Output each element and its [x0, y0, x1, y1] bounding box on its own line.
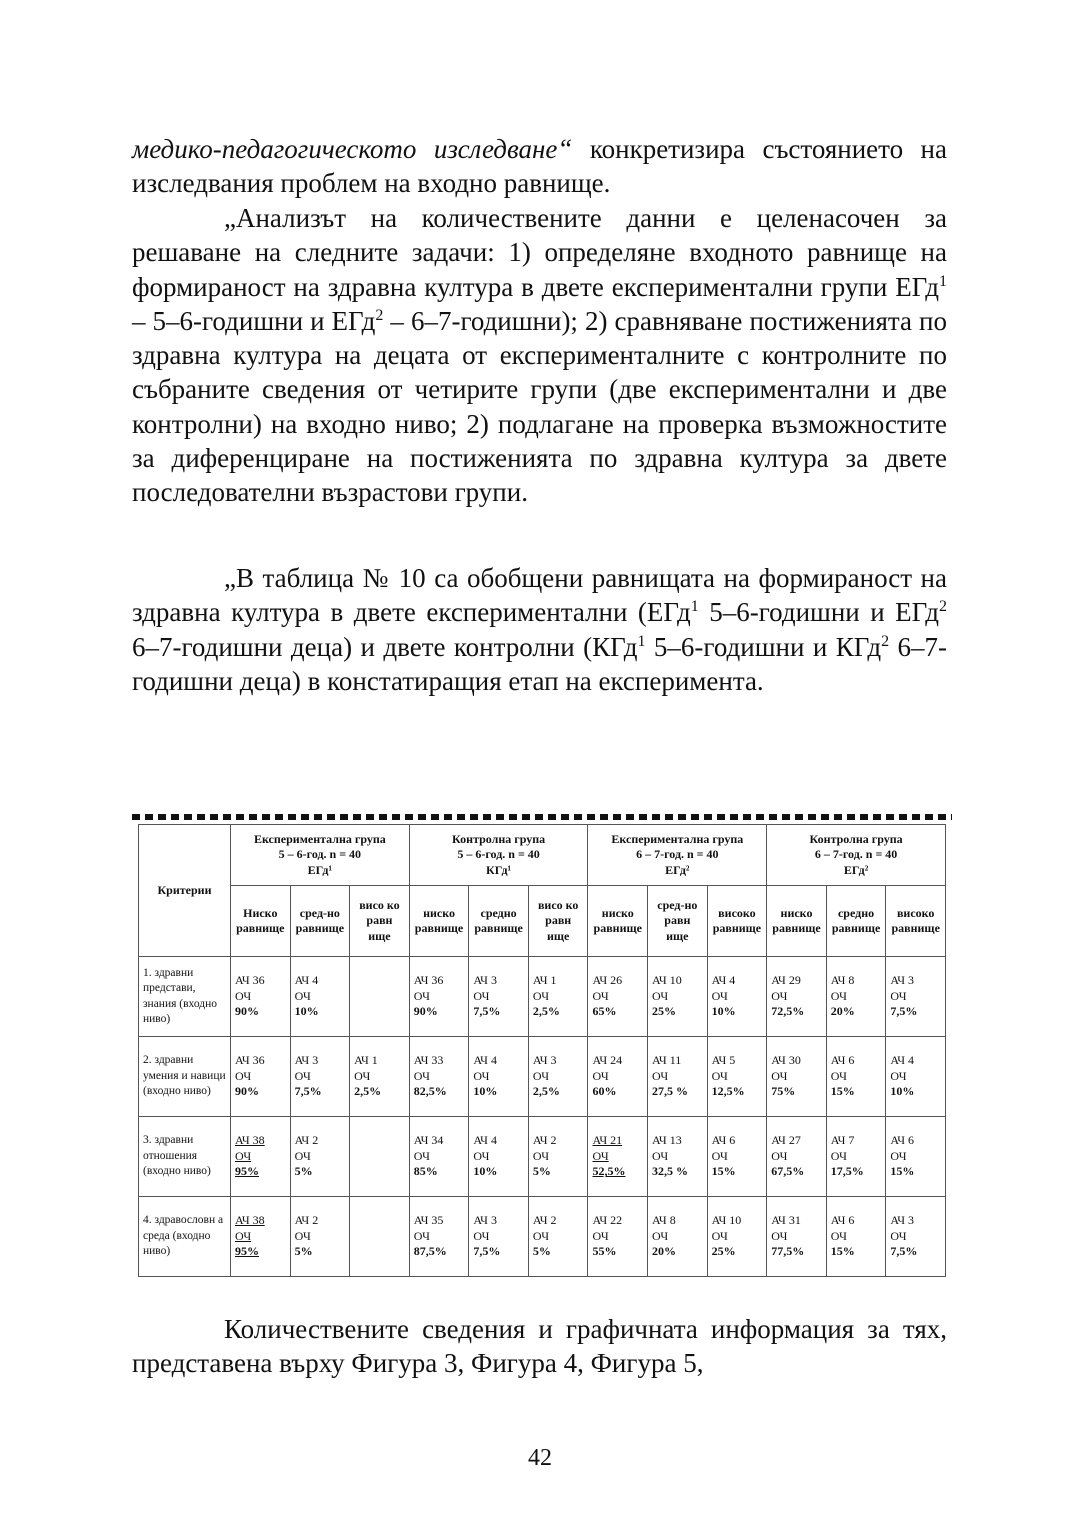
relative-label: ОЧ	[890, 1068, 907, 1083]
value-cell	[409, 957, 469, 1037]
absolute-count: АЧ 36	[235, 973, 265, 988]
relative-label: ОЧ	[652, 1068, 669, 1083]
absolute-count: АЧ 4	[890, 1053, 915, 1068]
criterion-cell: 1. здравни представи, знания (входно ниво)	[139, 957, 231, 1037]
relative-label: ОЧ	[771, 1228, 788, 1243]
value-cell	[707, 1117, 767, 1197]
value-cell	[826, 1037, 886, 1117]
relative-label: ОЧ	[652, 1148, 669, 1163]
level-header: ниско равнище	[409, 886, 469, 957]
value-cell	[350, 957, 410, 1037]
value-cell	[290, 1037, 350, 1117]
absolute-count: АЧ 36	[413, 973, 444, 988]
percentage: 12,5%	[711, 1084, 745, 1099]
value-cell	[707, 1197, 767, 1277]
criteria-header: Критерии	[139, 825, 231, 957]
absolute-count: АЧ 2	[294, 1213, 319, 1228]
value-cell	[886, 1117, 946, 1197]
value-cell	[528, 1197, 588, 1277]
relative-label: ОЧ	[652, 1228, 669, 1243]
percentage: 20%	[830, 1004, 855, 1019]
relative-label: ОЧ	[890, 988, 907, 1003]
value-cell	[409, 1117, 469, 1197]
p2-text-b: – 5–6-годишни и ЕГд	[132, 305, 376, 336]
percentage: 5%	[532, 1244, 551, 1259]
value-cell	[469, 1117, 529, 1197]
paragraph-3	[132, 561, 947, 698]
results-table	[138, 824, 946, 1277]
relative-label: ОЧ	[532, 1068, 550, 1083]
p2-sup-1: 1	[939, 272, 947, 290]
value-cell	[826, 957, 886, 1037]
absolute-count: АЧ 6	[830, 1053, 855, 1068]
absolute-count: АЧ 1	[532, 973, 557, 988]
percentage: 25%	[711, 1244, 736, 1259]
percentage: 90%	[235, 1084, 259, 1099]
absolute-count: АЧ 35	[413, 1213, 444, 1228]
relative-label: ОЧ	[413, 988, 430, 1003]
dashed-separator	[132, 814, 952, 820]
relative-label: ОЧ	[235, 1068, 252, 1083]
absolute-count: АЧ 4	[711, 973, 736, 988]
percentage: 82,5%	[413, 1084, 447, 1099]
relative-label: ОЧ	[294, 1228, 311, 1243]
group-header: Контролна група 6 – 7-год. n = 40 ЕГд²	[767, 825, 946, 886]
percentage: 77,5%	[771, 1244, 805, 1259]
relative-label: ОЧ	[830, 988, 847, 1003]
absolute-count: АЧ 2	[294, 1133, 319, 1148]
table-level-header-row	[139, 886, 946, 957]
relative-label: ОЧ	[294, 988, 311, 1003]
absolute-count: АЧ 29	[771, 973, 801, 988]
percentage: 25%	[652, 1004, 677, 1019]
relative-label: ОЧ	[235, 1228, 252, 1243]
percentage: 85%	[413, 1164, 438, 1179]
level-header: сред-но равнище	[290, 886, 350, 957]
absolute-count: АЧ 27	[771, 1133, 801, 1148]
absolute-count: АЧ 21	[592, 1133, 623, 1148]
value-cell	[886, 1197, 946, 1277]
relative-label: ОЧ	[592, 1148, 609, 1163]
value-cell	[409, 1197, 469, 1277]
value-cell	[290, 957, 350, 1037]
absolute-count: АЧ 38	[235, 1133, 265, 1148]
relative-label: ОЧ	[294, 1148, 311, 1163]
value-cell	[886, 957, 946, 1037]
level-header: висо ко равн ище	[350, 886, 410, 957]
value-cell	[826, 1197, 886, 1277]
value-cell	[469, 1197, 529, 1277]
value-cell	[648, 1117, 708, 1197]
percentage: 10%	[473, 1164, 498, 1179]
percentage: 2,5%	[532, 1004, 560, 1019]
value-cell	[469, 1037, 529, 1117]
level-header: Ниско равнище	[231, 886, 291, 957]
percentage: 72,5%	[771, 1004, 805, 1019]
p3-sup-3: 1	[637, 632, 646, 650]
percentage: 2,5%	[532, 1084, 560, 1099]
relative-label: ОЧ	[532, 1228, 550, 1243]
table-row	[139, 1197, 946, 1277]
relative-label: ОЧ	[592, 1228, 609, 1243]
value-cell	[528, 1117, 588, 1197]
relative-label: ОЧ	[830, 1068, 847, 1083]
absolute-count: АЧ 33	[413, 1053, 444, 1068]
relative-label: ОЧ	[532, 1148, 550, 1163]
level-header: ниско равнище	[767, 886, 827, 957]
relative-label: ОЧ	[592, 988, 609, 1003]
group-header: Експериментална група 5 – 6-год. n = 40 ЕГд¹	[231, 825, 410, 886]
p2-text-c: – 6–7-годишни); 2) сравняване постиженията по здравна култура на децата от експерименталните с контролните по събраните сведения от четирите групи (две експериментални и две контролни) на входно ниво; 2) подлагане на проверка възможностите за диференциране на постиженията по здравна култура за двете последователни възрастови групи.	[132, 305, 947, 508]
level-header: средно равнище	[826, 886, 886, 957]
absolute-count: АЧ 3	[294, 1053, 319, 1068]
absolute-count: АЧ 38	[235, 1213, 265, 1228]
paragraph-1-text: конкретизира състоянието на изследвания проблем на входно равнище.	[132, 134, 947, 199]
percentage: 15%	[830, 1084, 855, 1099]
percentage: 5%	[532, 1164, 551, 1179]
relative-label: ОЧ	[413, 1068, 430, 1083]
value-cell	[350, 1037, 410, 1117]
value-cell	[290, 1117, 350, 1197]
percentage: 32,5 %	[652, 1164, 689, 1179]
percentage: 55%	[592, 1244, 617, 1259]
relative-label: ОЧ	[711, 1148, 728, 1163]
relative-label: ОЧ	[652, 988, 669, 1003]
value-cell	[767, 1197, 827, 1277]
percentage: 52,5%	[592, 1164, 626, 1179]
value-cell	[767, 1117, 827, 1197]
absolute-count: АЧ 34	[413, 1133, 444, 1148]
percentage: 15%	[830, 1244, 855, 1259]
value-cell	[648, 957, 708, 1037]
paragraph-4: Количествените сведения и графичната информация за тях, представена върху Фигура 3, Фигура 4, Фигура 5,	[132, 1314, 947, 1379]
value-cell	[231, 1197, 291, 1277]
paragraph-2	[132, 201, 947, 510]
value-cell	[231, 1117, 291, 1197]
relative-label: ОЧ	[830, 1148, 847, 1163]
absolute-count: АЧ 6	[890, 1133, 915, 1148]
table-group-header-row	[139, 825, 946, 886]
relative-label: ОЧ	[235, 1148, 252, 1163]
absolute-count: АЧ 3	[890, 1213, 915, 1228]
percentage: 7,5%	[890, 1244, 918, 1259]
percentage: 90%	[235, 1004, 259, 1019]
percentage: 7,5%	[294, 1084, 322, 1099]
p2-text-a: „Анализът на количествените данни е целенасочен за решаване на следните задачи: 1) определяне входното равнище на формираност на здравна култура в двете експериментални групи ЕГд	[132, 203, 947, 302]
relative-label: ОЧ	[473, 1068, 490, 1083]
relative-label: ОЧ	[711, 1228, 728, 1243]
relative-label: ОЧ	[354, 1068, 371, 1083]
value-cell	[290, 1197, 350, 1277]
group-header: Контролна група 5 – 6-год. n = 40 КГд¹	[409, 825, 588, 886]
value-cell	[648, 1197, 708, 1277]
p3-sup-4: 2	[881, 632, 890, 650]
relative-label: ОЧ	[532, 988, 550, 1003]
value-cell	[231, 957, 291, 1037]
absolute-count: АЧ 3	[473, 1213, 497, 1228]
value-cell	[528, 957, 588, 1037]
value-cell	[469, 957, 529, 1037]
absolute-count: АЧ 31	[771, 1213, 801, 1228]
value-cell	[588, 1197, 648, 1277]
p2-sup-2: 2	[375, 306, 384, 324]
absolute-count: АЧ 3	[890, 973, 915, 988]
relative-label: ОЧ	[711, 988, 728, 1003]
value-cell	[648, 1037, 708, 1117]
absolute-count: АЧ 13	[652, 1133, 682, 1148]
table-row	[139, 957, 946, 1037]
percentage: 5%	[294, 1164, 313, 1179]
relative-label: ОЧ	[890, 1228, 907, 1243]
absolute-count: АЧ 3	[473, 973, 497, 988]
absolute-count: АЧ 11	[652, 1053, 682, 1068]
criterion-cell: 3. здравни отношения (входно ниво)	[139, 1117, 231, 1197]
italic-quote: медико-педагогическото изследване“	[132, 134, 573, 164]
absolute-count: АЧ 4	[473, 1133, 497, 1148]
value-cell	[588, 957, 648, 1037]
value-cell	[350, 1117, 410, 1197]
relative-label: ОЧ	[592, 1068, 609, 1083]
value-cell	[588, 1117, 648, 1197]
p3-text-d: 5–6-годишни и КГд	[645, 631, 882, 662]
level-header: средно равнище	[469, 886, 529, 957]
percentage: 67,5%	[771, 1164, 805, 1179]
percentage: 10%	[294, 1004, 319, 1019]
value-cell	[588, 1037, 648, 1117]
relative-label: ОЧ	[771, 1068, 788, 1083]
level-header: сред-но равн ище	[648, 886, 708, 957]
level-header: висо ко равн ище	[528, 886, 588, 957]
absolute-count: АЧ 6	[830, 1213, 855, 1228]
relative-label: ОЧ	[294, 1068, 311, 1083]
percentage: 15%	[890, 1164, 915, 1179]
relative-label: ОЧ	[413, 1228, 430, 1243]
percentage: 15%	[711, 1164, 736, 1179]
relative-label: ОЧ	[830, 1228, 847, 1243]
absolute-count: АЧ 36	[235, 1053, 265, 1068]
absolute-count: АЧ 6	[711, 1133, 736, 1148]
absolute-count: АЧ 26	[592, 973, 623, 988]
percentage: 27,5 %	[652, 1084, 689, 1099]
value-cell	[886, 1037, 946, 1117]
value-cell	[350, 1197, 410, 1277]
p3-text-a: „В таблица № 10 са обобщени равнищата на формираност на здравна култура в двете експериментални (ЕГд	[132, 563, 947, 628]
p3-sup-1: 1	[690, 598, 699, 616]
percentage: 7,5%	[473, 1004, 501, 1019]
paragraph-1	[132, 132, 947, 201]
relative-label: ОЧ	[235, 988, 252, 1003]
percentage: 87,5%	[413, 1244, 447, 1259]
absolute-count: АЧ 8	[830, 973, 855, 988]
absolute-count: АЧ 30	[771, 1053, 801, 1068]
absolute-count: АЧ 5	[711, 1053, 736, 1068]
absolute-count: АЧ 2	[532, 1213, 557, 1228]
absolute-count: АЧ 10	[711, 1213, 742, 1228]
absolute-count: АЧ 1	[354, 1053, 378, 1068]
relative-label: ОЧ	[473, 1228, 490, 1243]
level-header: високо равнище	[886, 886, 946, 957]
criterion-cell: 4. здравословн а среда (входно ниво)	[139, 1197, 231, 1277]
p3-text-c: 6–7-годишни деца) и двете контролни (КГд	[132, 631, 638, 662]
absolute-count: АЧ 8	[652, 1213, 676, 1228]
relative-label: ОЧ	[771, 1148, 788, 1163]
level-header: високо равнище	[707, 886, 767, 957]
relative-label: ОЧ	[413, 1148, 430, 1163]
percentage: 65%	[592, 1004, 617, 1019]
absolute-count: АЧ 7	[830, 1133, 855, 1148]
table-row	[139, 1117, 946, 1197]
absolute-count: АЧ 24	[592, 1053, 623, 1068]
value-cell	[826, 1117, 886, 1197]
value-cell	[767, 957, 827, 1037]
percentage: 75%	[771, 1084, 796, 1099]
p3-sup-2: 2	[939, 598, 947, 616]
relative-label: ОЧ	[890, 1148, 907, 1163]
percentage: 95%	[235, 1164, 259, 1179]
relative-label: ОЧ	[473, 988, 490, 1003]
percentage: 10%	[890, 1084, 915, 1099]
percentage: 95%	[235, 1244, 259, 1259]
relative-label: ОЧ	[711, 1068, 728, 1083]
percentage: 60%	[592, 1084, 617, 1099]
percentage: 2,5%	[354, 1084, 382, 1099]
absolute-count: АЧ 4	[473, 1053, 497, 1068]
absolute-count: АЧ 22	[592, 1213, 623, 1228]
level-header: ниско равнище	[588, 886, 648, 957]
percentage: 17,5%	[830, 1164, 864, 1179]
p3-text-e: 6–7-годишни деца) в констатиращия етап на експеримента.	[132, 631, 947, 696]
value-cell	[409, 1037, 469, 1117]
percentage: 7,5%	[890, 1004, 918, 1019]
page-number: 42	[528, 1445, 552, 1471]
absolute-count: АЧ 3	[532, 1053, 557, 1068]
percentage: 10%	[473, 1084, 498, 1099]
absolute-count: АЧ 2	[532, 1133, 557, 1148]
absolute-count: АЧ 10	[652, 973, 682, 988]
percentage: 7,5%	[473, 1244, 501, 1259]
value-cell	[528, 1037, 588, 1117]
table-row	[139, 1037, 946, 1117]
percentage: 90%	[413, 1004, 438, 1019]
percentage: 20%	[652, 1244, 677, 1259]
group-header: Експериментална група 6 – 7-год. n = 40 ЕГд²	[588, 825, 767, 886]
criterion-cell: 2. здравни умения и навици (входно ниво)	[139, 1037, 231, 1117]
percentage: 5%	[294, 1244, 313, 1259]
p3-text-b: 5–6-годишни и ЕГд	[698, 597, 939, 628]
value-cell	[707, 1037, 767, 1117]
relative-label: ОЧ	[771, 988, 788, 1003]
value-cell	[767, 1037, 827, 1117]
value-cell	[707, 957, 767, 1037]
absolute-count: АЧ 4	[294, 973, 319, 988]
relative-label: ОЧ	[473, 1148, 490, 1163]
percentage: 10%	[711, 1004, 736, 1019]
value-cell	[231, 1037, 291, 1117]
